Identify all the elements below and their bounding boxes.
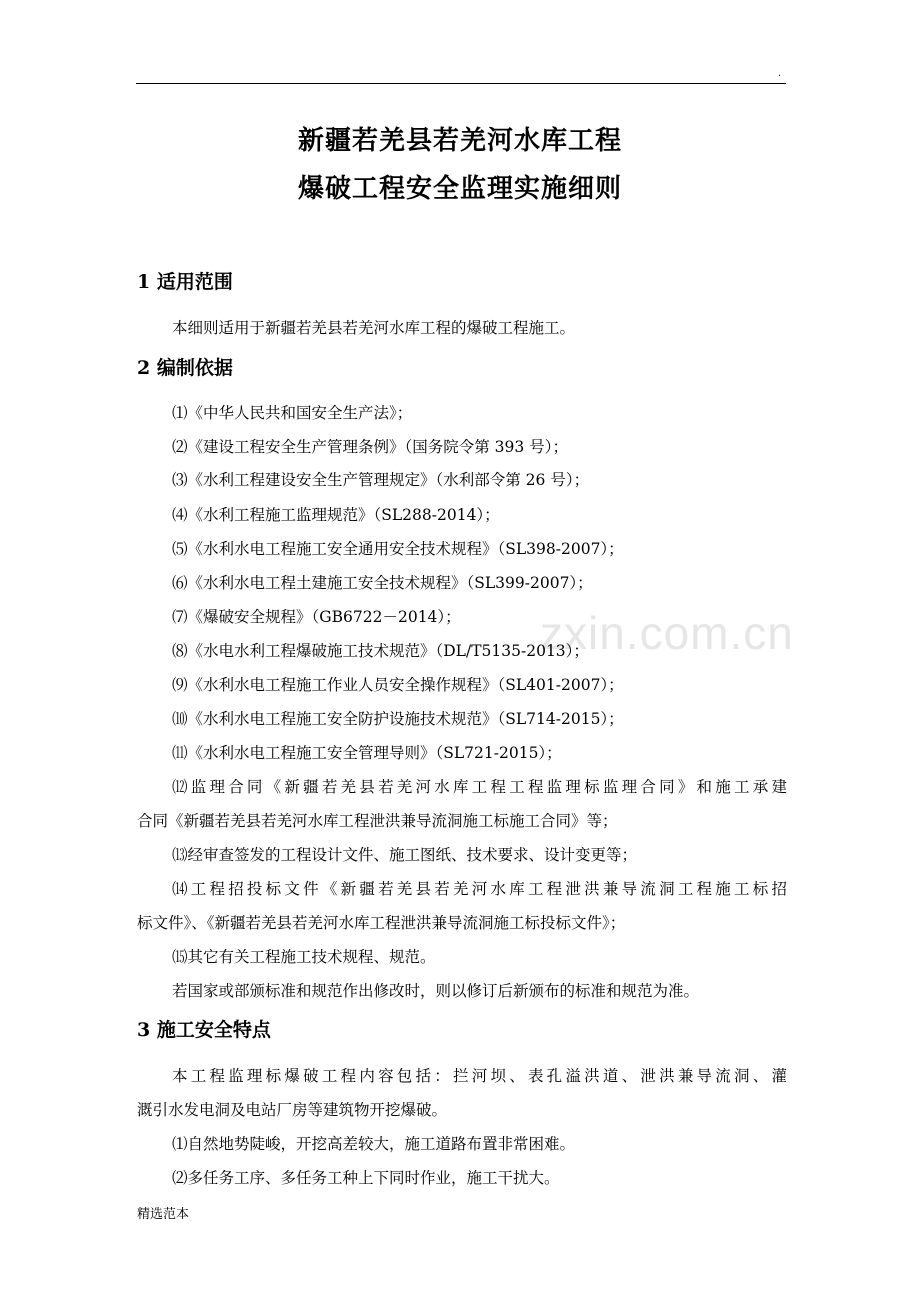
list-item-tender-line1: ⒁工程招投标文件《新疆若羌县若羌河水库工程泄洪兼导流洞工程施工标招 — [172, 880, 787, 898]
section-heading-scope: 1 适用范围 — [137, 271, 233, 293]
list-item: ⑾《水利水电工程施工安全管理导则》（SL721-2015）； — [172, 744, 562, 762]
list-item: ⑻《水电水利工程爆破施工技术规范》（DL/T5135-2013）； — [172, 642, 589, 660]
list-item: ⑶《水利工程建设安全生产管理规定》（水利部令第 26 号）； — [172, 471, 590, 489]
list-item-contract-line2: 合同《新疆若羌县若羌河水库工程泄洪兼导流洞施工标施工合同》等； — [137, 812, 618, 830]
list-item: ⑼《水利水电工程施工作业人员安全操作规程》（SL401-2007）； — [172, 676, 624, 694]
list-item: ⑹《水利水电工程土建施工安全技术规程》（SL399-2007）； — [172, 574, 593, 592]
paragraph-intro-line1: 本工程监理标爆破工程内容包括：拦河坝、表孔溢洪道、泄洪兼导流洞、灌 — [172, 1067, 787, 1085]
list-item: ⑷《水利工程施工监理规范》（SL288-2014）； — [172, 506, 500, 524]
list-item: ⑺《爆破安全规程》（GB6722－2014）； — [172, 608, 461, 626]
paragraph-intro-line2: 溉引水发电洞及电站厂房等建筑物开挖爆破。 — [137, 1101, 448, 1119]
list-item: ⑵多任务工序、多任务工种上下同时作业，施工干扰大。 — [172, 1169, 560, 1187]
section-heading-features: 3 施工安全特点 — [137, 1019, 271, 1041]
list-item: ⒀经审查签发的工程设计文件、施工图纸、技术要求、设计变更等； — [172, 846, 638, 864]
watermark: zxin.com.cn — [540, 607, 794, 659]
list-item: ⑴《中华人民共和国安全生产法》； — [172, 404, 413, 422]
header-mark: . — [778, 68, 782, 79]
list-item: ⑽《水利水电工程施工安全防护设施技术规范》（SL714-2015）； — [172, 710, 624, 728]
list-item: ⑸《水利水电工程施工安全通用安全技术规程》（SL398-2007）； — [172, 540, 624, 558]
footer-label: 精选范本 — [137, 1207, 190, 1222]
header-rule — [136, 83, 786, 84]
document-title-line1: 新疆若羌县若羌河水库工程 — [297, 126, 622, 156]
document-title-line2: 爆破工程安全监理实施细则 — [297, 174, 622, 204]
list-item: ⒂其它有关工程施工技术规程、规范。 — [172, 948, 436, 966]
paragraph-note: 若国家或部颁标准和规范作出修改时，则以修订后新颁布的标准和规范为准。 — [172, 982, 700, 1000]
paragraph-scope: 本细则适用于新疆若羌县若羌河水库工程的爆破工程施工。 — [172, 319, 576, 337]
section-heading-basis: 2 编制依据 — [137, 357, 233, 379]
list-item-contract-line1: ⑿监理合同《新疆若羌县若羌河水库工程工程监理标监理合同》和施工承建 — [172, 778, 787, 796]
list-item: ⑵《建设工程安全生产管理条例》（国务院令第 393 号）； — [172, 438, 568, 456]
list-item: ⑴自然地势陡峻，开挖高差较大，施工道路布置非常困难。 — [172, 1135, 576, 1153]
list-item-tender-line2: 标文件》、《新疆若羌县若羌河水库工程泄洪兼导流洞施工标投标文件》； — [137, 914, 626, 932]
